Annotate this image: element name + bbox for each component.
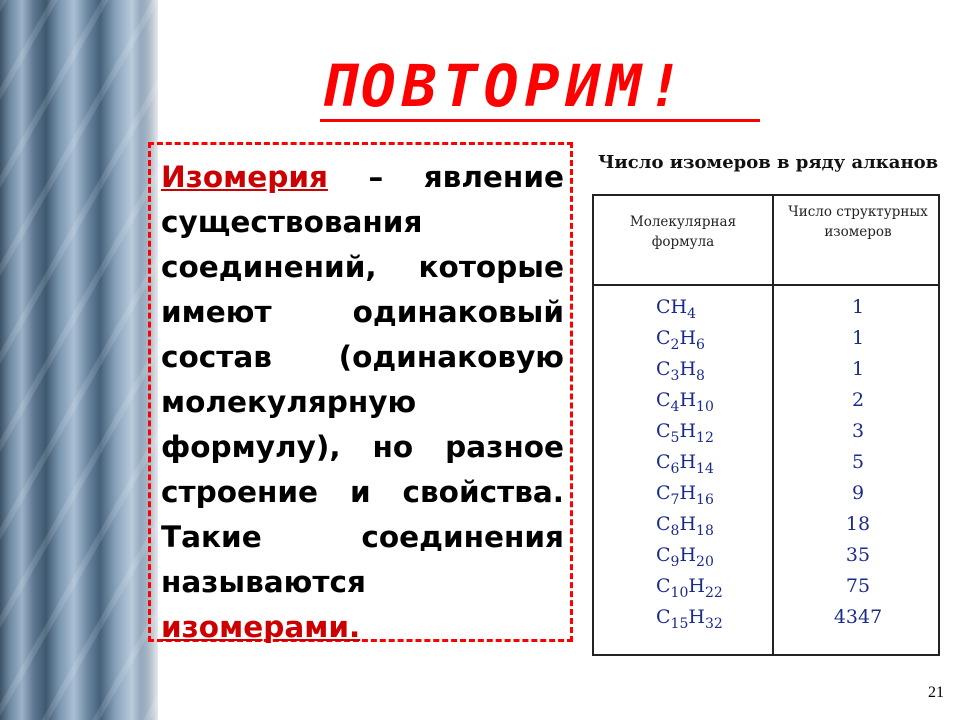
- term-isomeria: Изомерия: [161, 160, 328, 194]
- definition-text: [161, 155, 564, 650]
- table-rows: [594, 296, 938, 637]
- decorative-pillar: [0, 0, 158, 720]
- count-cell: 9: [851, 482, 865, 504]
- table-row: [594, 513, 938, 544]
- isomer-table: [592, 194, 940, 656]
- header-formula: Молекулярная формула: [629, 214, 737, 250]
- table-title: Число изомеров в ряду алканов: [598, 152, 939, 173]
- table-row: [594, 327, 938, 358]
- count-cell: 1: [851, 296, 865, 318]
- count-cell: 4347: [833, 606, 883, 628]
- definition-body: – явление существования соединений, которые имеют одинаковый состав (одинаковую молекулярную формулу), но разное строение и свойства. Такие соединения называются: [161, 160, 564, 599]
- formula-cell: $C_7H_{16}$: [656, 482, 714, 508]
- formula-cell: $C_6H_{14}$: [656, 451, 714, 477]
- table-row: [594, 544, 938, 575]
- formula-cell: $C_3H_8$: [656, 358, 705, 384]
- formula-cell: $CH_4$: [656, 296, 697, 322]
- table-row: [594, 482, 938, 513]
- term-isomers: изомерами.: [161, 610, 361, 644]
- count-cell: 1: [851, 358, 865, 380]
- formula-cell: $C_5H_{12}$: [656, 420, 714, 446]
- formula-cell: $C_9H_{20}$: [656, 544, 714, 570]
- formula-cell: $C_{15}H_{32}$: [656, 606, 723, 632]
- formula-cell: $C_{10}H_{22}$: [656, 575, 723, 601]
- table-divider-horizontal: [594, 284, 938, 286]
- formula-cell: $C_8H_{18}$: [656, 513, 714, 539]
- table-row: [594, 420, 938, 451]
- header-count: Число структурных изомеров: [788, 204, 928, 240]
- count-cell: 5: [851, 451, 865, 473]
- count-cell: 18: [845, 513, 871, 535]
- count-cell: 75: [845, 575, 871, 597]
- formula-cell: $C_4H_{10}$: [656, 389, 714, 415]
- table-row: [594, 296, 938, 327]
- count-cell: 35: [845, 544, 871, 566]
- formula-cell: $C_2H_6$: [656, 327, 705, 353]
- table-row: [594, 575, 938, 606]
- definition-box: [148, 142, 573, 642]
- slide-title: ПОВТОРИМ!: [320, 55, 760, 122]
- table-row: [594, 451, 938, 482]
- count-cell: 3: [851, 420, 865, 442]
- table-row: [594, 358, 938, 389]
- page-number: 21: [928, 684, 944, 701]
- table-row: [594, 389, 938, 420]
- count-cell: 1: [851, 327, 865, 349]
- count-cell: 2: [851, 389, 865, 411]
- table-row: [594, 606, 938, 637]
